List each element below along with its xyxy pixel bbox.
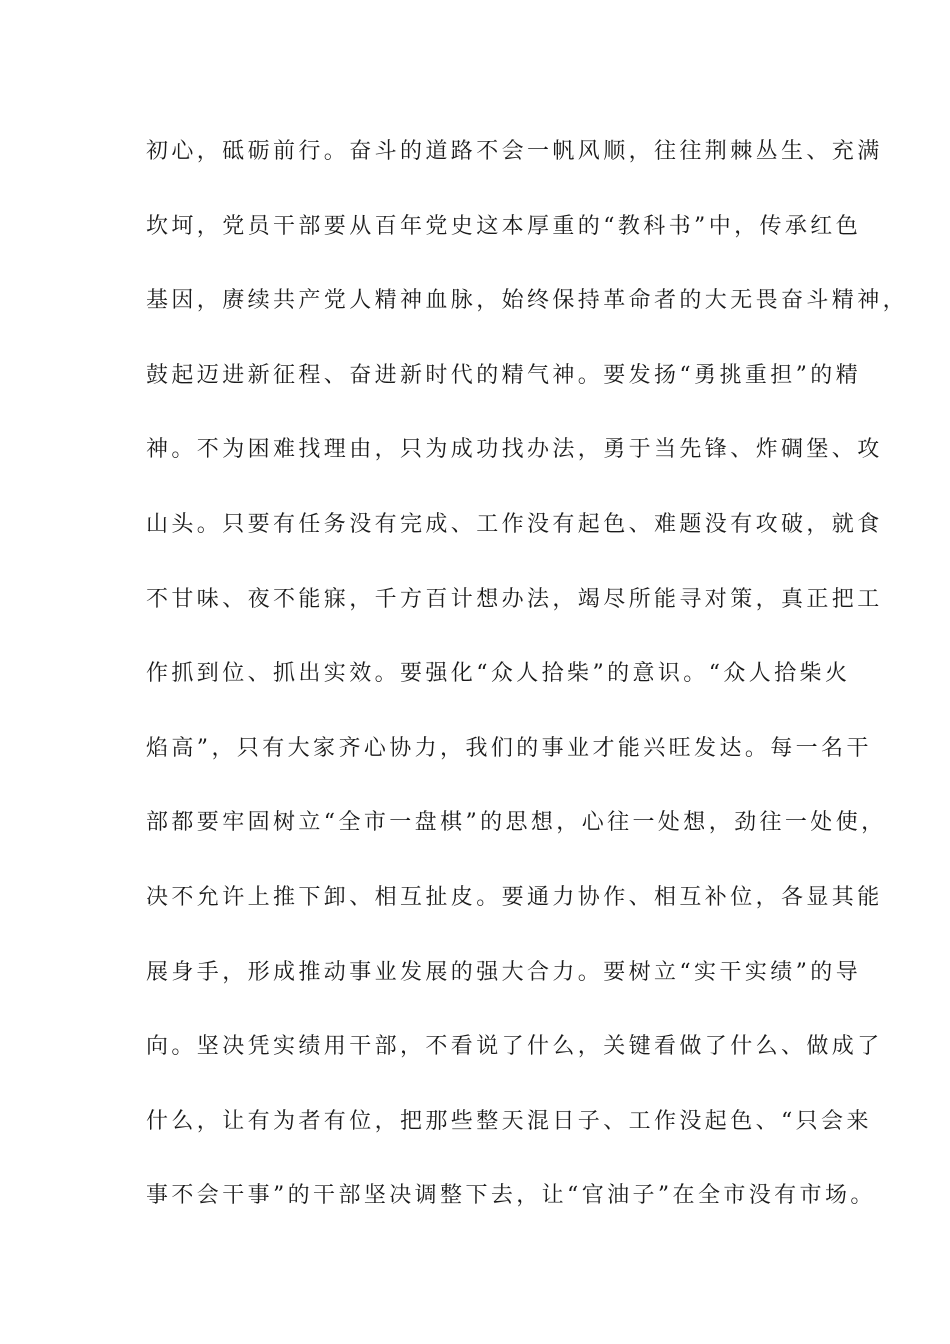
text-line-8: 作抓到位、抓出实效。要强化“众人拾柴”的意识。“众人拾柴火 — [146, 661, 851, 687]
text-line-10: 部都要牢固树立“全市一盘棋”的思想，心往一处想，劲往一处使， — [146, 810, 887, 836]
text-line-1: 初心，砥砺前行。奋斗的道路不会一帆风顺，往往荆棘丛生、充满 — [146, 139, 883, 164]
text-line-14: 什么，让有为者有位，把那些整天混日子、工作没起色、“只会来 — [146, 1108, 872, 1134]
text-line-4: 鼓起迈进新征程、奋进新时代的精气神。要发扬“勇挑重担”的精 — [146, 362, 862, 388]
text-line-6: 山头。只要有任务没有完成、工作没有起色、难题没有攻破，就食 — [146, 511, 883, 537]
text-line-3: 基因，赓续共产党人精神血脉，始终保持革命者的大无畏奋斗精神， — [146, 288, 909, 314]
text-line-5: 神。不为困难找理由，只为成功找办法，勇于当先锋、炸碉堡、攻 — [146, 437, 883, 463]
text-line-11: 决不允许上推下卸、相互扯皮。要通力协作、相互补位，各显其能 — [146, 884, 883, 910]
text-line-2: 坎坷，党员干部要从百年党史这本厚重的“教科书”中，传承红色 — [146, 213, 862, 239]
body-paragraph — [146, 132, 909, 1251]
text-line-7: 不甘味、夜不能寐，千方百计想办法，竭尽所能寻对策，真正把工 — [146, 586, 883, 612]
text-line-9: 焰高”，只有大家齐心协力，我们的事业才能兴旺发达。每一名干 — [146, 735, 872, 761]
text-line-15: 事不会干事”的干部坚决调整下去，让“官油子”在全市没有市场。 — [146, 1183, 876, 1209]
text-line-13: 向。坚决凭实绩用干部，不看说了什么，关键看做了什么、做成了 — [146, 1034, 883, 1060]
text-line-12: 展身手，形成推动事业发展的强大合力。要树立“实干实绩”的导 — [146, 959, 862, 985]
